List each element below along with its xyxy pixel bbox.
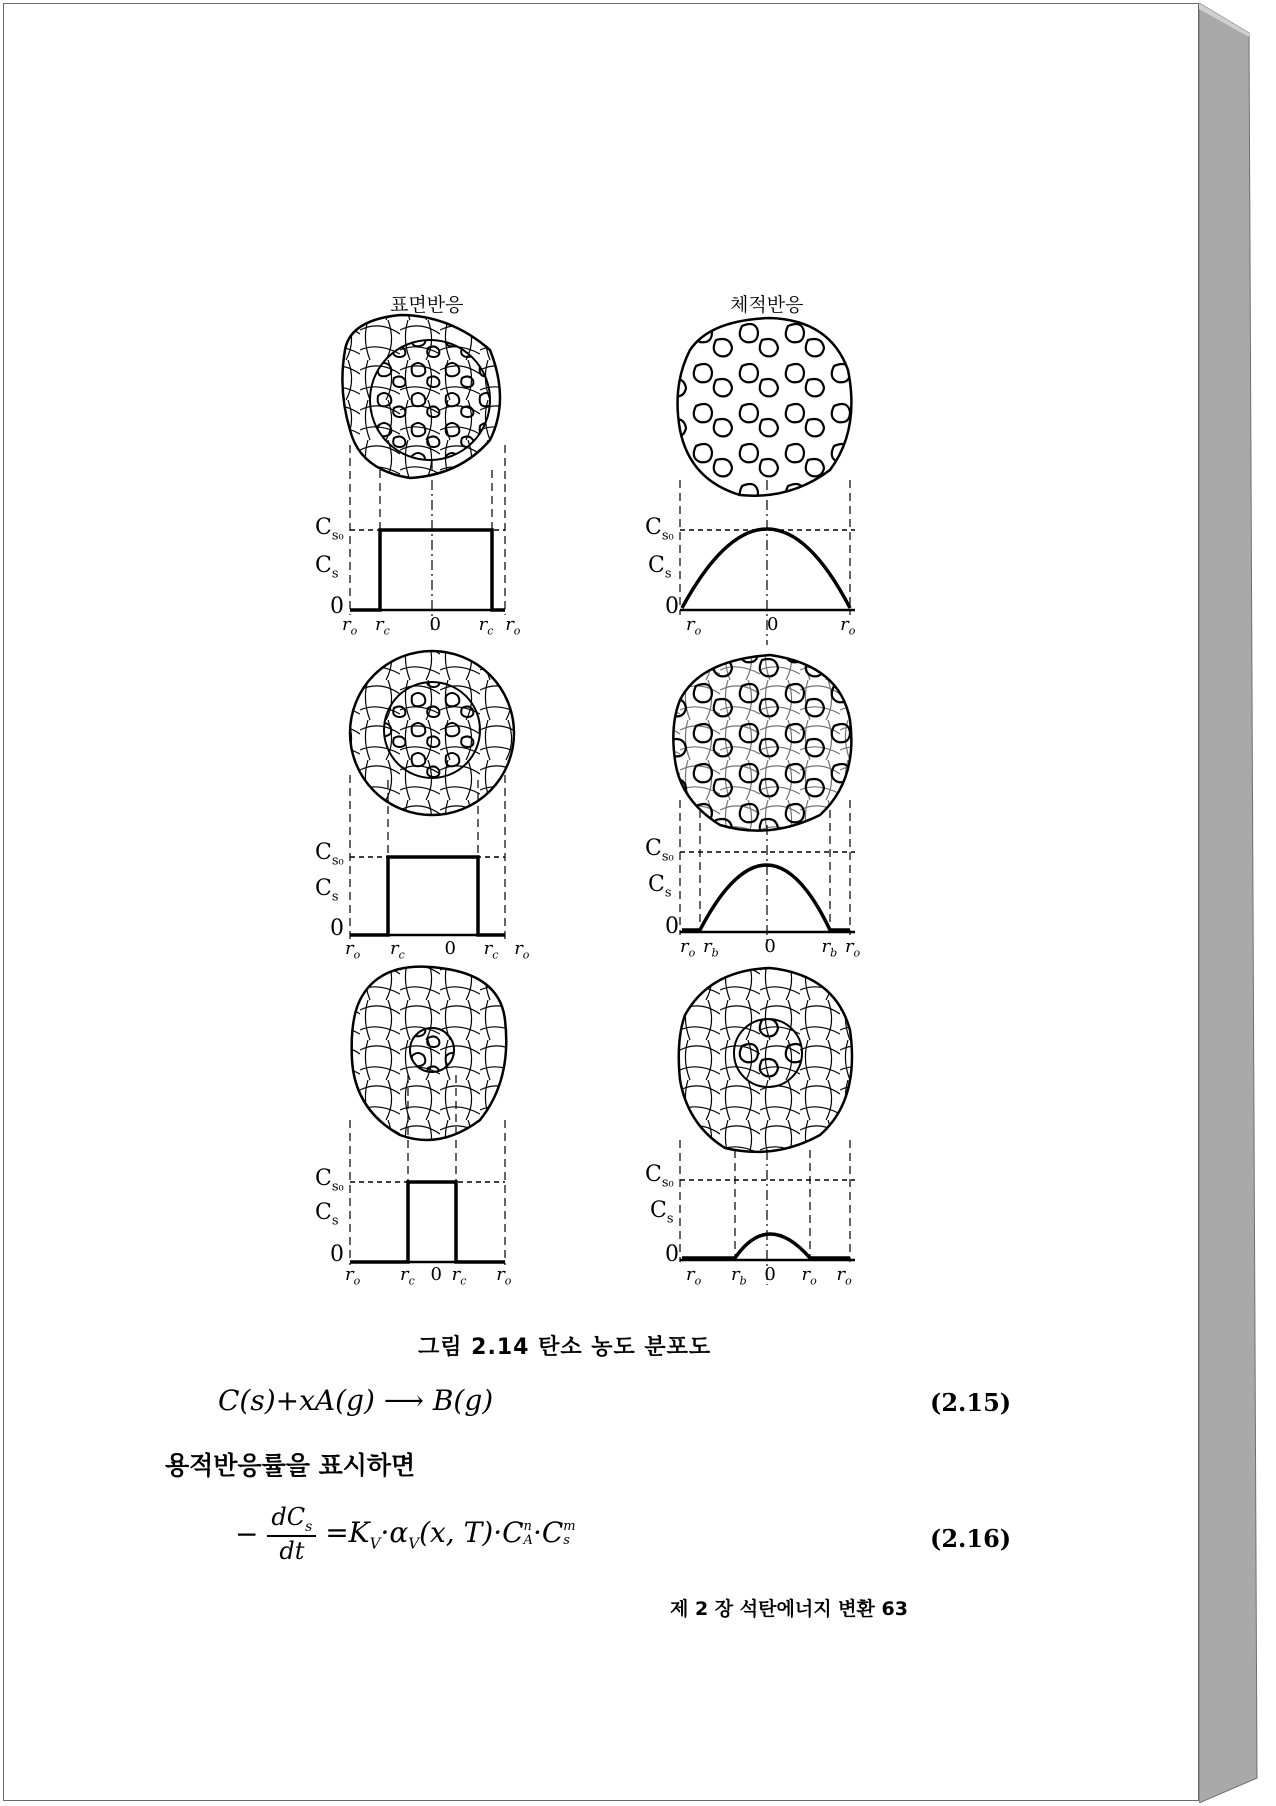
right-g2-ytop: $C_{s_0}$ [645, 836, 674, 865]
equation-2-16: − $dC_s$ dt $=K_V\cdot\alpha_V(x$, T)·C n A ·C m s [235, 1503, 576, 1565]
left-g1-xlabels: $r_o$ $r_c$ 0 $r_c$ $r_o$ [342, 614, 521, 638]
right-g2-xlabels: $r_o$ $r_b$ 0 $r_b$ $r_o$ [680, 936, 861, 960]
left-particle-3 [352, 967, 507, 1140]
left-particle-2 [350, 651, 514, 815]
left-particle-1 [342, 315, 500, 478]
right-g1-ymid: $C_s$ [648, 553, 672, 582]
right-particle-1 [678, 318, 852, 496]
equation-2-15-number: (2.15) [930, 1388, 1012, 1417]
page-edge-3d [1199, 3, 1276, 1803]
left-g3-yzero: 0 [330, 1242, 344, 1267]
right-g1-yzero: 0 [665, 594, 679, 619]
right-g3-yzero: 0 [665, 1242, 679, 1267]
equation-2-15: C(s)+xA(g) ⟶ B(g) [218, 1384, 494, 1417]
left-g3-xlabels: $r_o$ $r_c$ 0 $r_c$ $r_o$ [345, 1264, 512, 1288]
right-profile-3 [682, 1234, 850, 1258]
left-g3-ytop: $C_{s_0}$ [315, 1166, 344, 1195]
right-profile-1 [682, 529, 850, 608]
equation-2-16-number: (2.16) [930, 1524, 1012, 1553]
right-g3-ymid: $C_s$ [650, 1198, 674, 1227]
left-g2-ytop: $C_{s_0}$ [315, 840, 344, 869]
left-g2-xlabels: $r_o$ $r_c$ 0 $r_c$ $r_o$ [345, 938, 530, 962]
right-g1-ytop: $C_{s_0}$ [645, 515, 674, 544]
right-g3-ytop: $C_{s_0}$ [645, 1162, 674, 1191]
right-particle-3 [679, 968, 852, 1152]
body-text: 용적반응률을 표시하면 [165, 1451, 416, 1480]
left-g3-ymid: $C_s$ [315, 1200, 339, 1229]
left-g1-ymid: $C_s$ [315, 553, 339, 582]
col-title-surface: 표면반응 [390, 294, 464, 316]
left-g1-yzero: 0 [330, 594, 344, 619]
left-g2-ymid: $C_s$ [315, 876, 339, 905]
figure-caption: 그림 2.14 탄소 농도 분포도 [418, 1335, 712, 1360]
right-g3-xlabels: $r_o$ $r_b$ 0 $r_o$ $r_o$ [686, 1264, 852, 1288]
left-g1-ytop: $C_{s_0}$ [315, 515, 344, 544]
right-particle-2 [673, 655, 851, 831]
right-g2-ymid: $C_s$ [648, 872, 672, 901]
col-title-volume: 체적반응 [730, 294, 804, 316]
left-g2-yzero: 0 [330, 916, 344, 941]
page-footer: 제 2 장 석탄에너지 변환 63 [670, 1598, 908, 1620]
right-g1-xlabels: $r_o$ 0 $r_o$ [686, 614, 856, 638]
right-g2-yzero: 0 [665, 914, 679, 939]
right-profile-2 [682, 865, 850, 930]
